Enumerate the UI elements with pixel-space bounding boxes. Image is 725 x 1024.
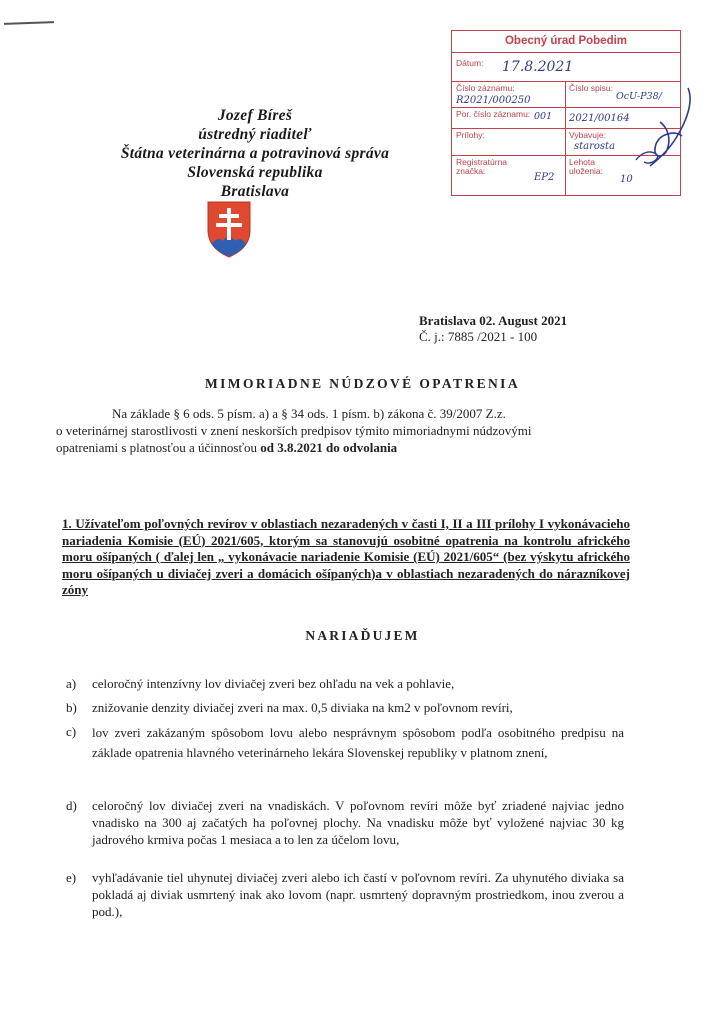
- stamp-label-cislo-spisu: Číslo spisu:: [569, 83, 613, 93]
- list-item-letter: d): [66, 798, 77, 813]
- list-item-letter: b): [66, 700, 77, 715]
- document-title: MIMORIADNE NÚDZOVÉ OPATRENIA: [205, 376, 520, 391]
- stamp-label-datum: Dátum:: [456, 58, 484, 68]
- stamp-hand-cislo-zaznamu: R2021/000250: [456, 95, 531, 106]
- stamp-label-prilohy: Prílohy:: [456, 130, 485, 140]
- coat-of-arms-icon: [206, 200, 252, 258]
- stamp-label-registraturna: Registratúrna značka:: [456, 157, 508, 176]
- list-item-text: znižovanie denzity diviačej zveri na max. 0,5 diviaka na km2 v poľovnom revíri,: [92, 700, 513, 715]
- stamp-hand-vybavuje: starosta: [574, 141, 616, 152]
- intro-paragraph: [56, 405, 630, 456]
- ordering-heading: NARIAĎUJEM: [305, 628, 420, 643]
- reference-number: Č. j.: 7885 /2021 - 100: [419, 329, 538, 344]
- sender-block: [40, 106, 470, 201]
- intro-validity: od 3.8.2021 do odvolania: [260, 440, 398, 455]
- stamp-label-lehota: Lehota uloženia:: [569, 157, 604, 176]
- sender-organization: Štátna veterinárna a potravinová správa: [120, 145, 390, 162]
- document-date: Bratislava 02. August 2021: [419, 313, 568, 328]
- list-item-text: celoročný intenzívny lov diviačej zveri bez ohľadu na vek a pohlavie,: [92, 676, 455, 691]
- intro-line-3-text: opatreniami s platnosťou a účinnosťou: [56, 440, 261, 455]
- stamp-hand-lehota: 10: [620, 174, 633, 185]
- stamp-hand-cislo-spisu: OcU-P38/: [616, 91, 662, 102]
- corner-scan-mark: [4, 21, 54, 25]
- sender-country: Slovenská republika: [187, 164, 323, 181]
- stamp-label-por-cislo: Por. číslo záznamu:: [456, 109, 531, 119]
- section-heading-1: 1. Užívateľom poľovných revírov v oblastiach nezaradených v časti I, II a III prílohy I vykonávacieho nariadenia Komisie (EÚ) 2021/605, ktorým sa stanovujú osobitné opatrenia na kontrolu afrického moru ošípaných ( ďalej len „ vykonávacie nariadenie Komisie (EÚ) 2021/605“ (bez výskytu afrického moru ošípaných u diviačej zveri a domácich ošípaných)a v oblastiach nezaradených do nárazníkovej zóny: [62, 516, 630, 597]
- list-item-letter: c): [66, 724, 77, 739]
- list-item-text: celoročný lov diviačej zveri na vnadiskách. V poľovnom revíri môže byť zriadené najviac jedno vnadisko na 300 aj začatých ha poľovnej plochy. Na vnadisku môže byť vyložené najviac 30 kg jadrového krmiva počas 1 mesiaca a to len za účelom lovu,: [92, 798, 624, 847]
- stamp-title: Obecný úrad Pobedim: [504, 35, 628, 47]
- sender-role: ústredný riaditeľ: [198, 126, 312, 143]
- stamp-label-vybavuje: Vybavuje:: [569, 130, 607, 140]
- list-item-letter: a): [66, 676, 77, 691]
- stamp-hand-cislo-spisu-2: 2021/00164: [569, 113, 630, 124]
- list-item-text: lov zveri zakázaným spôsobom lovu alebo nesprávnym spôsobom podľa osobitného predpisu na základe opatrenia hlavného veterinárneho lekára Slovenskej republiky v platnom znení,: [92, 725, 624, 760]
- intro-line-2: o veterinárnej starostlivosti v znení neskorších predpisov týmito mimoriadnymi núdzovými: [56, 423, 532, 438]
- signature-icon: [590, 82, 700, 172]
- stamp-hand-datum: 17.8.2021: [502, 59, 574, 75]
- sender-name: Jozef Bíreš: [217, 107, 293, 124]
- stamp-hand-registraturna: EP2: [534, 172, 555, 183]
- intro-line-1: Na základe § 6 ods. 5 písm. a) a § 34 ods. 1 písm. b) zákona č. 39/2007 Z.z.: [112, 406, 506, 421]
- list-item-text: vyhľadávanie tiel uhynutej diviačej zveri alebo ich častí v poľovnom revíri. Za uhynutého diviaka sa pokladá aj diviak usmrtený inak ako lovom (napr. usmrtený dopravným prostriedkom, inou zverou a pod.),: [92, 870, 624, 919]
- stamp-label-cislo-zaznamu: Číslo záznamu:: [456, 83, 515, 93]
- sender-city: Bratislava: [220, 183, 290, 200]
- list-item-letter: e): [66, 870, 77, 885]
- stamp-hand-por-cislo: 001: [534, 111, 553, 122]
- intro-line-3: [56, 439, 630, 456]
